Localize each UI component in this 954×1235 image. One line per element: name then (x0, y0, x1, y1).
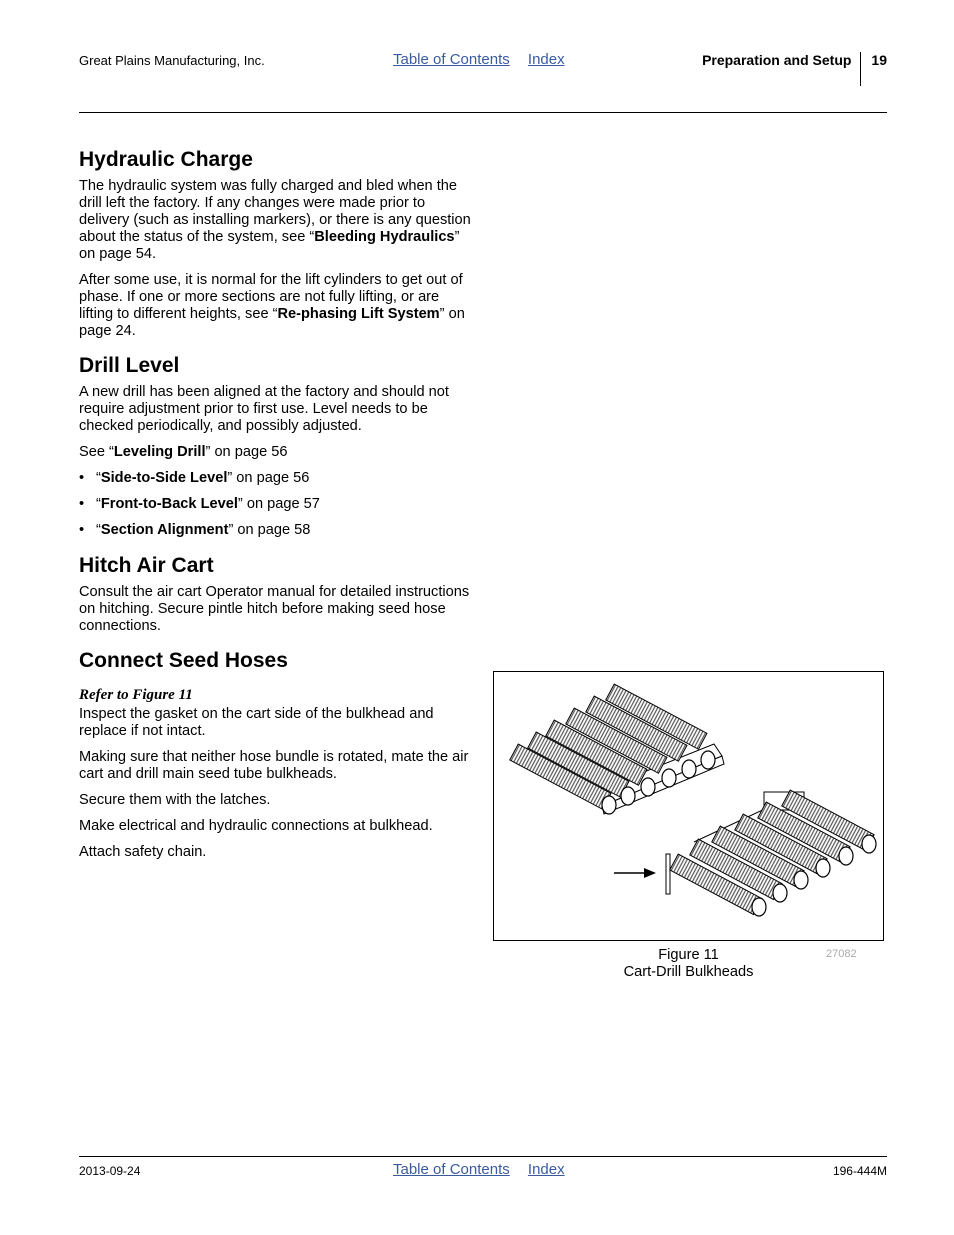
seed-hoses-para-1: Inspect the gasket on the cart side of the bulkhead and replace if not intact. (79, 706, 434, 739)
text: The hydraulic system was fully charged and bled when the drill left the factory. If any changes were made prior to delivery (such as installing markers), or there is any question about the status of the system, see “ (79, 178, 471, 245)
figure-11-illustration (493, 671, 884, 941)
heading-connect-seed-hoses: Connect Seed Hoses (79, 649, 288, 672)
drill-level-list (79, 470, 471, 539)
text: ” on page 56 (227, 470, 310, 486)
seed-hoses-para-3: Secure them with the latches. (79, 792, 271, 808)
seed-hoses-para-2: Making sure that neither hose bundle is rotated, mate the air cart and drill main seed tube bulkheads. (79, 749, 469, 782)
bleeding-hydraulics-link[interactable]: Bleeding Hydraulics (314, 229, 455, 245)
text: ” on page 54. (79, 229, 460, 262)
figure-reference-link[interactable]: Refer to Figure 11 (79, 687, 193, 703)
header-section (702, 52, 887, 86)
heading-hydraulic-charge: Hydraulic Charge (79, 148, 253, 171)
heading-drill-level: Drill Level (79, 354, 180, 377)
rephasing-link[interactable]: Re-phasing Lift System (277, 306, 440, 322)
text: “ (96, 470, 101, 486)
figure-id: 27082 (826, 948, 857, 960)
text: ” on page 56 (205, 444, 288, 460)
footer-nav (393, 1161, 579, 1178)
heading-hitch-air-cart: Hitch Air Cart (79, 554, 214, 577)
header-rule (79, 112, 887, 113)
seed-hoses-para-4: Make electrical and hydraulic connections at bulkhead. (79, 818, 433, 834)
footer-toc-link[interactable]: Table of Contents (393, 1161, 510, 1178)
figure-number: Figure 11 (658, 947, 719, 963)
text: See “ (79, 444, 114, 460)
text: ” on page 57 (237, 496, 320, 512)
content-column (79, 148, 471, 870)
figure-title: Cart-Drill Bulkheads (623, 964, 754, 980)
list-item (79, 496, 471, 513)
footer-doc-number: 196-444M (832, 1164, 887, 1178)
side-to-side-link[interactable]: Side-to-Side Level (100, 470, 228, 486)
text: “ (96, 496, 101, 512)
front-to-back-link[interactable]: Front-to-Back Level (100, 496, 238, 512)
text: ” on page 24. (79, 306, 465, 339)
list-item (79, 470, 471, 487)
bullet-icon: • (79, 522, 85, 538)
text: “ (96, 522, 101, 538)
page-number: 19 (871, 52, 887, 68)
footer-date: 2013-09-24 (79, 1164, 141, 1178)
company-name: Great Plains Manufacturing, Inc. (79, 53, 265, 68)
leveling-drill-link[interactable]: Leveling Drill (113, 444, 206, 460)
drill-level-para: A new drill has been aligned at the factory and should not require adjustment prior to first use. Level needs to be checked periodically, and possibly adjusted. (79, 384, 449, 434)
hydraulic-para-1 (79, 178, 471, 263)
text: ” on page 58 (228, 522, 311, 538)
list-item (79, 522, 471, 539)
toc-link[interactable]: Table of Contents (393, 51, 510, 68)
seed-hoses-para-5: Attach safety chain. (79, 844, 207, 860)
leveling-drill-ref (79, 444, 471, 461)
bulkhead-drawing-icon (494, 672, 883, 940)
section-alignment-link[interactable]: Section Alignment (100, 522, 229, 538)
hitch-para: Consult the air cart Operator manual for detailed instructions on hitching. Secure pintle hitch before making seed hose connections. (79, 584, 470, 634)
text: After some use, it is normal for the lift cylinders to get out of phase. If one or more sections are not fully lifting, or are lifting to different heights, see “ (79, 272, 463, 322)
header-divider (860, 52, 861, 86)
footer-rule (79, 1156, 887, 1157)
bullet-icon: • (79, 496, 85, 512)
section-title: Preparation and Setup (702, 52, 852, 68)
bullet-icon: • (79, 470, 85, 486)
header-nav (393, 51, 579, 68)
index-link[interactable]: Index (527, 51, 565, 68)
footer-index-link[interactable]: Index (527, 1161, 565, 1178)
hydraulic-para-2 (79, 272, 471, 340)
